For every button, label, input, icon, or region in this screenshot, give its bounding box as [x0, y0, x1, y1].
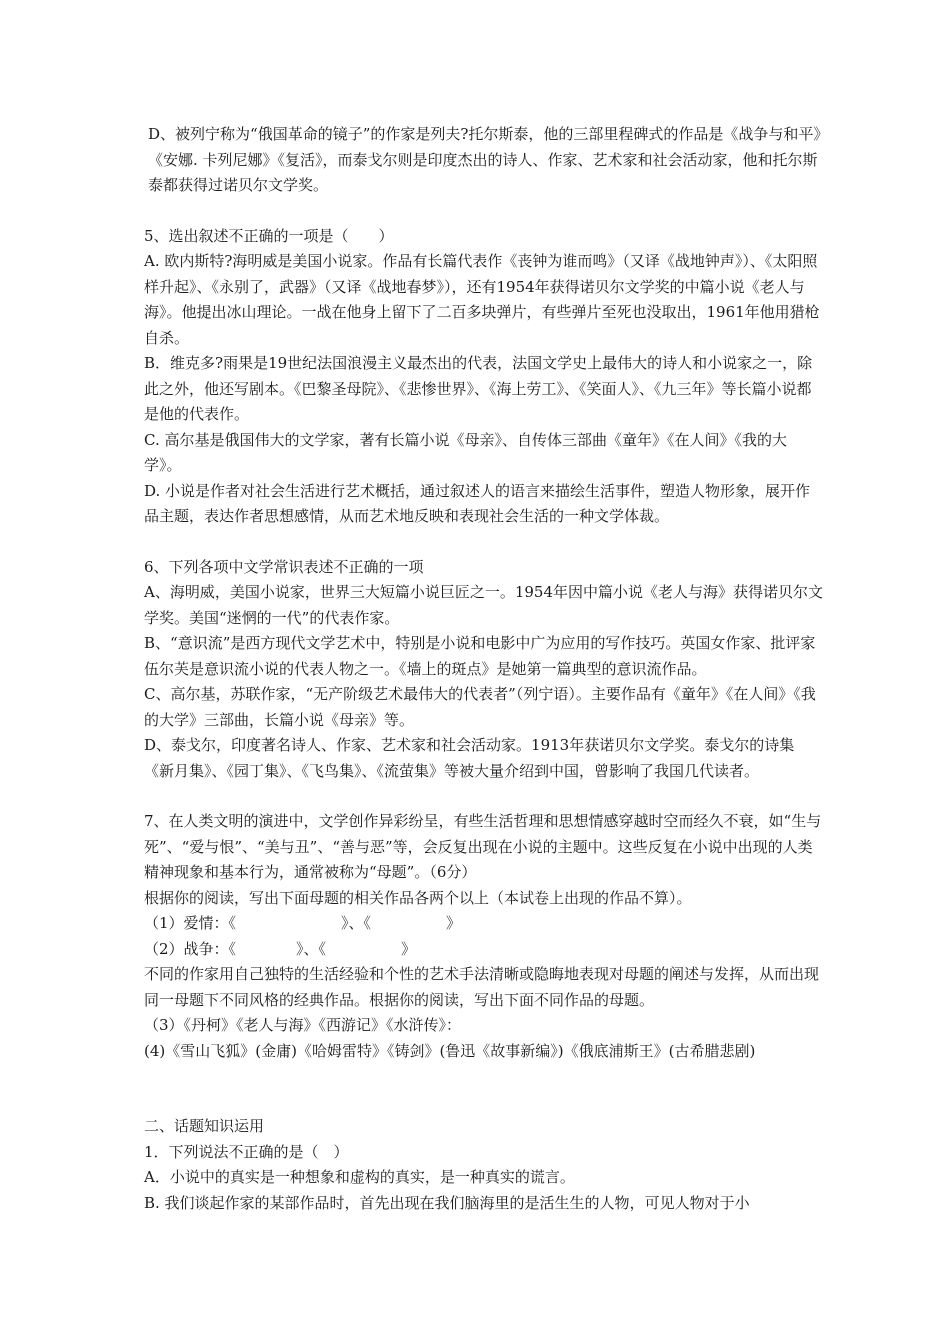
q5-option-b: B．维克多?雨果是19世纪法国浪漫主义最杰出的代表，法国文学史上最伟大的诗人和小说家之一，除此之外，他还写剧本。《巴黎圣母院》、《悲惨世界》、《海上劳工》、《笑面人》、《九三年》等长篇小说都是他的代表作。: [144, 354, 813, 423]
s2-q1-option-a: A．小说中的真实是一种想象和虚构的真实，是一种真实的谎言。: [144, 1168, 575, 1186]
section-2-heading: 二、话题知识运用: [144, 1117, 265, 1135]
s2-q1-stem: 1．下列说法不正确的是（ ）: [144, 1142, 349, 1161]
q7-item-4: (4)《雪山飞狐》(金庸)《哈姆雷特》《铸剑》(鲁迅《故事新编》)《俄底浦斯王》(古希腊悲剧): [144, 1041, 756, 1060]
q6-stem: 6、下列各项中文学常识表述不正确的一项: [144, 557, 424, 576]
spacer: [144, 530, 824, 555]
document-body: [144, 122, 824, 1216]
q7-intro: 7、在人类文明的演进中，文学创作异彩纷呈，有些生活哲理和思想情感穿越时空而经久不衰，如“生与死”、“爱与恨”、“美与丑”、“善与恶”等，会反复出现在小说的主题中。这些反复在小说中出现的人类精神现象和基本行为，通常被称为“母题”。（6分）: [144, 812, 822, 881]
q7-item-1: （1）爱情：《 》、《 》: [144, 914, 462, 932]
q4-option-d: D、被列宁称为“俄国革命的镜子”的作家是列夫?托尔斯泰，他的三部里程碑式的作品是《战争与和平》《安娜. 卡列尼娜》《复活》，而泰戈尔则是印度杰出的诗人、作家、艺术家和社会活动家，他和托尔斯泰都获得过诺贝尔文学奖。: [148, 125, 821, 194]
q7-item-2: （2）战争：《 》、《 》: [144, 939, 417, 958]
q6-option-b: B、“意识流”是西方现代文学艺术中，特别是小说和电影中广为应用的写作技巧。英国女作家、批评家伍尔芙是意识流小说的代表人物之一。《墙上的斑点》是她第一篇典型的意识流作品。: [144, 634, 816, 678]
q7-instruction-2: 不同的作家用自己独特的生活经验和个性的艺术手法清晰或隐晦地表现对母题的阐述与发挥，从而出现同一母题下不同风格的经典作品。根据你的阅读，写出下面不同作品的母题。: [144, 965, 820, 1009]
q6-option-d: D、泰戈尔，印度著名诗人、作家、艺术家和社会活动家。1913年获诺贝尔文学奖。泰戈尔的诗集《新月集》、《园丁集》、《飞鸟集》、《流萤集》等被大量介绍到中国，曾影响了我国几代读者。: [144, 736, 795, 780]
q5-option-c: C. 高尔基是俄国伟大的文学家，著有长篇小说《母亲》、自传体三部曲《童年》《在人间》《我的大学》。: [144, 430, 787, 474]
spacer: [144, 1064, 824, 1114]
q7-item-3: （3）《丹柯》《老人与海》《西游记》《水浒传》：: [144, 1016, 462, 1034]
q5-option-d: D. 小说是作者对社会生活进行艺术概括，通过叙述人的语言来描绘生活事件，塑造人物形象，展开作品主题，表达作者思想感情，从而艺术地反映和表现社会生活的一种文学体裁。: [144, 481, 811, 525]
spacer: [144, 784, 824, 809]
q6-option-c: C、高尔基，苏联作家，“无产阶级艺术最伟大的代表者”（列宁语）。主要作品有《童年》《在人间》《我的大学》三部曲，长篇小说《母亲》等。: [144, 685, 816, 729]
q5-option-a: A. 欧内斯特?海明威是美国小说家。作品有长篇代表作《丧钟为谁而鸣》（又译《战地钟声》）、《太阳照样升起》、《永别了，武器》（又译《战地春梦》），还有1954年获得诺贝尔文学奖的中篇小说《老人与海》。他提出冰山理论。一战在他身上留下了二百多块弹片，有些弹片至死也没取出，1961年他用猎枪自杀。: [144, 252, 820, 347]
q6-option-a: A、海明威，美国小说家，世界三大短篇小说巨匠之一。1954年因中篇小说《老人与海》获得诺贝尔文学奖。美国“迷惘的一代”的代表作家。: [144, 583, 824, 627]
q7-instruction-1: 根据你的阅读，写出下面母题的相关作品各两个以上（本试卷上出现的作品不算）。: [144, 888, 692, 907]
spacer: [144, 199, 824, 224]
q5-stem: 5、选出叙述不正确的一项是（ ）: [144, 226, 394, 245]
s2-q1-option-b: B. 我们谈起作家的某部作品时，首先出现在我们脑海里的是活生生的人物，可见人物对于小: [144, 1193, 750, 1212]
